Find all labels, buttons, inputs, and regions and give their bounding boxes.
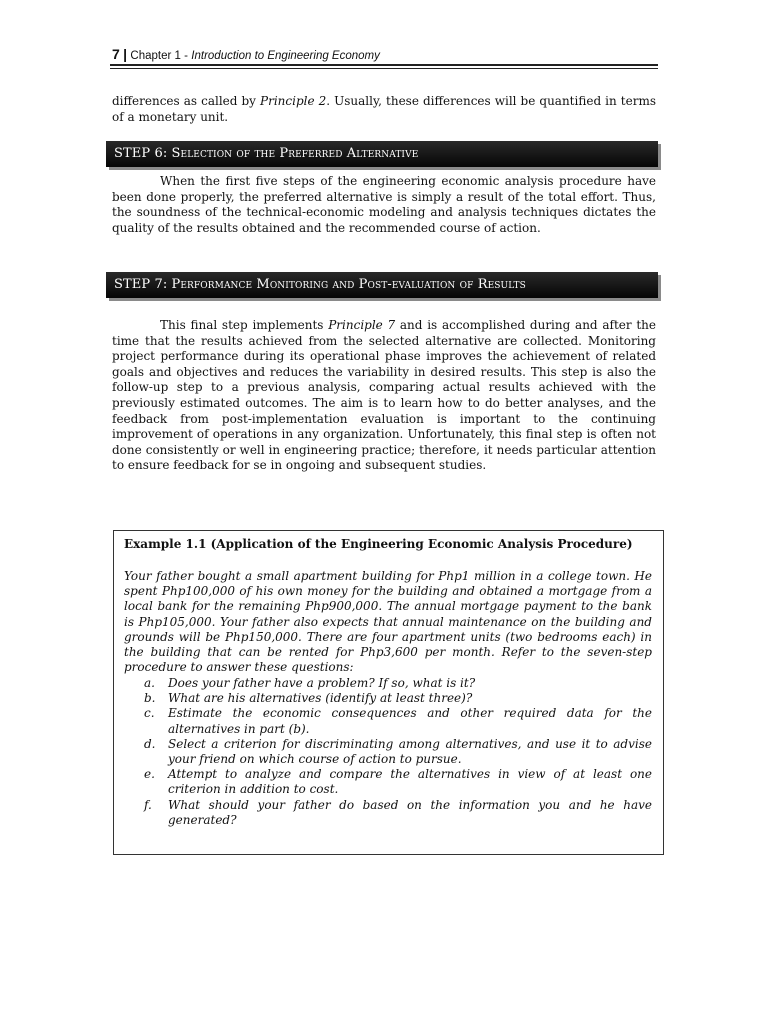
step7-heading-bar	[106, 272, 658, 298]
question-text: What are his alternatives (identify at least three)?	[168, 691, 473, 706]
question-label: c.	[144, 706, 155, 721]
question-text: What should your father do based on the information you and he have generated?	[168, 797, 652, 827]
intro-text-a: differences as called by	[112, 94, 261, 108]
example-body: Your father bought a small apartment building for Php1 million in a college town. He spent Php100,000 of his own money for the building and obtained a mortgage from a local bank for the remaining Php900,000. The annual mortgage payment to the bank is Php105,000. Your father also expects that annual maintenance on the building and grounds will be Php150,000. There are four apartment units (two bedrooms each) in the building that can be rented for Php3,600 per month. Refer to the seven-step procedure to answer these questions:	[124, 569, 652, 675]
step7-body-b: and is accomplished during and after the time that the results achieved from the selected alternative are collected. Monitoring project performance during its operational phase improves the achievement of related goals and objectives and reduces the variability in desired results. This step is also the follow-up step to a previous analysis, comparing actual results achieved with the previously estimated outcomes. The aim is to learn how to do better analyses, and the feedback from post-implementation evaluation is important to the continuing improvement of operations in any organization. Unfortunately, this final step is often not done consistently or well in engineering practice; therefore, it needs particular attention to ensure feedback for se in ongoing and subsequent studies.	[112, 318, 656, 473]
step7-lead: STEP 7:	[114, 277, 172, 292]
step6-body: When the first five steps of the engineering economic analysis procedure have been done properly, the preferred alternative is simply a result of the total effort. Thus, the soundness of the technical-economic modeling and analysis techniques dictates the quality of the results obtained and the recommended course of action.	[112, 174, 656, 235]
question-text: Estimate the economic consequences and other required data for the alternatives in part (b).	[168, 706, 652, 736]
intro-text-b: . Usually, these differences will be quantified in terms of a monetary unit.	[112, 94, 656, 124]
example-box	[113, 530, 664, 855]
step7-principle: Principle 7	[328, 318, 396, 332]
question-label: b.	[144, 691, 156, 706]
example-title: Example 1.1 (Application of the Engineering Economic Analysis Procedure)	[124, 537, 633, 551]
question-text: Does your father have a problem? If so, what is it?	[168, 676, 476, 690]
question-item	[124, 767, 652, 797]
step7-title: Performance Monitoring and Post-evaluation of Results	[171, 277, 526, 292]
chapter-title: Introduction to Engineering Economy	[191, 50, 380, 62]
step7-body-a: This final step implements	[160, 318, 329, 332]
question-label: f.	[144, 797, 152, 812]
page-header	[112, 46, 658, 62]
page-number: 7	[112, 46, 120, 62]
intro-principle: Principle 2	[260, 94, 327, 108]
step6-title: Selection of the Preferred Alternative	[171, 146, 419, 161]
question-item	[124, 706, 652, 736]
question-item	[124, 691, 652, 706]
question-label: e.	[144, 767, 155, 782]
question-item	[124, 737, 652, 767]
intro-paragraph	[112, 94, 656, 125]
question-text: Attempt to analyze and compare the alternatives in view of at least one criterion in addition to cost.	[168, 767, 652, 797]
header-rule-thin	[110, 68, 658, 69]
example-question-list	[124, 676, 652, 828]
header-separator: |	[123, 46, 128, 62]
step6-lead: STEP 6:	[114, 146, 172, 161]
question-label: a.	[144, 676, 155, 690]
question-item	[124, 676, 652, 691]
question-text: Select a criterion for discriminating among alternatives, and use it to advise your friend on which course of action to pursue.	[168, 736, 652, 767]
step7-body	[112, 318, 656, 474]
step6-heading-bar	[106, 141, 658, 167]
chapter-label: Chapter 1 -	[130, 50, 188, 62]
question-item	[124, 798, 652, 828]
question-label: d.	[144, 736, 156, 751]
header-rule-thick	[110, 64, 658, 66]
